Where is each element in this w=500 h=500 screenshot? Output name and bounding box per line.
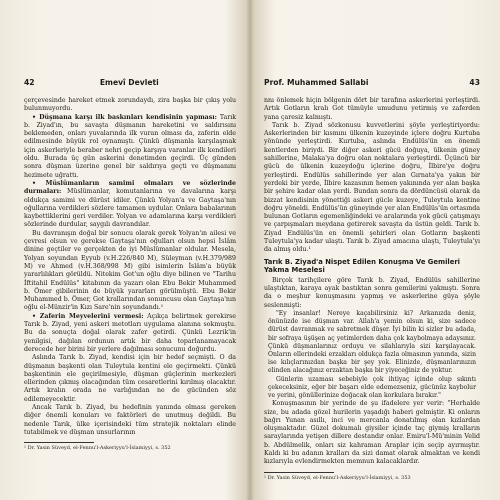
paragraph xyxy=(24,313,236,354)
right-page-body-top xyxy=(264,97,480,255)
footnote-rule xyxy=(264,472,334,473)
running-title: Prof. Muhammed Sallabi xyxy=(264,78,369,87)
paragraph xyxy=(24,97,236,114)
paragraph-text: Müslümanlar, komutanlarına ve davalarına karşı oldukça samimi ve dürüst idiler. Çünkü Yolyan'a ve Gaytaşa'nın oğullarına verdikleri sözlere tamamen uydular. Onlara babalarının kaybettiklerini geri verdiler. Yolyan ve adamlarına karşı verdikleri sözlerinde durdular, saygılı davrandılar. xyxy=(24,188,236,229)
left-page-body xyxy=(24,97,236,437)
block-quote xyxy=(268,310,476,400)
footnote: ¹ Dr. Yasin Süveyd, el-Fennu'l-Askeriyyu'l-İslamiyyi, s. 353 xyxy=(264,474,411,481)
paragraph-text: Birçok tarihçilere göre Tarık b. Ziyad, Endülüs sahillerine ulaştıktan, karaya ayak bastıktan sonra gemilerini yakmıştı. Sonra da o meşhur konuşmasını yapmış ve askerlerine güya şöyle seslenmişti: xyxy=(264,276,480,309)
paragraph xyxy=(264,277,480,310)
paragraph-lead: • Düşmana karşı ilk baskınları kendisinin yapması: xyxy=(32,113,217,121)
paragraph xyxy=(24,114,236,180)
paragraph xyxy=(24,230,236,313)
paragraph-text: çerçevesinde hareket etmek zorundaydı, zira başka bir çıkış yolu bulunmuyordu. xyxy=(24,97,236,113)
right-page-body-end xyxy=(264,400,480,466)
paragraph-text: Açıkça belirtmek gerekirse Tarık b. Ziyad, yeni askeri metotları uygulama alanına sokmuştu. Bu da sonuçta doğal olarak zafer getirdi. Çünkü Lezrik'in yenilgisi, dağılan ordunun artık bir daha toparlanamayacak derecede her birini bir yerlere dağılması sonucunu doğurdu. xyxy=(24,312,236,353)
paragraph-lead: • Müslümanların samimi olmaları ve sözlerinde durmaları: xyxy=(24,179,236,196)
paragraph xyxy=(24,180,236,230)
running-title: Emevî Devleti xyxy=(99,78,159,87)
section-heading: Tarık B. Ziyad'a Nispet Edilen Konuşma Ve Gemileri Yakma Meselesi xyxy=(264,257,461,275)
left-page xyxy=(0,0,246,500)
paragraph xyxy=(264,122,480,255)
page-number: 43 xyxy=(469,78,480,87)
quote-paragraph: Günlerin uzaması sebebiyle çok ihtiyaç içinde olup sıkıntı çekeceksiniz, eğer bir başarı elde edemezseniz, gücünüz kaybolur ve yerini, gönüllerinize doğacak olan korkulara bırakır." xyxy=(268,375,476,400)
paragraph xyxy=(264,400,480,466)
paragraph-text: Ancak Tarık b. Ziyad, bu hedefinin yanında olması gereken diğer önemli konuları ve faktörleri de unutmuş değildi. Bu nedenle Tarık, ülke içerisindeki tüm stratejik noktaları elinde tutabilmek ve düşman unsurlarının xyxy=(24,403,236,436)
footnote: ¹ Dr. Yasin Süveyd, el-Fennu'l-Askeriyyu'l-İslamiyyi, s. 352 xyxy=(24,445,171,452)
paragraph xyxy=(24,354,236,404)
page-number: 42 xyxy=(24,78,35,87)
right-page-header xyxy=(264,78,480,87)
paragraph-text: Bu davranışın doğal bir sonucu olarak gerek Yolyan'ın ailesi ve çevresi olsun ve gerekse Gaytaşa'nın oğulları olsun hepsi İslâm dinine geçtiler ve gerçekten de iyi Müslümanlar oldular. Mesela, Yolyan soyundan Eyyub (v.H.226/840 M), Süleyman (v.H.379/989 M) ve Ahmed (v.H.368/998 M) gibi isimlerin İslâm'a büyük yararlılıkları görüldü. Nitekim Got'un oğlu diye bilinen ve "Tarihu İftitahil Endülüs" kitabının da yazarı olan Ebu Bekir Muhammed b. Ömer gibilerinin de büyük yararları görülmüştü. Ebu Bekir Muhammed b. Ömer, Got krallarından sonuncusu olan Gaytaşa'nın oğlu el-Münzir'in Kızı Sare'nin soyundandı.¹ xyxy=(24,229,236,312)
paragraph xyxy=(24,404,236,437)
paragraph-text: Tarık b. Ziyad sözkonusu kuvvetlerini şöyle yerleştiriyordu: Askerlerinden bir kısmını ülkenin kuzeyinde içlere doğru Kurtuba yönünde yerleştirdi. Kurtuba, aslında Endülüs'ün en önemli kentlerden biriydi. Bir diğer askeri gücü doğuya, ülkenin güney sahillerine, Malaka'ya doğru olan noktalara yerleştirdi. Üçüncü bir gücü de ülkenin kuzeydoğu içlerine doğru, İlbire'ye doğru yerleştirdi. Endülüs sahillerinde yer alan Gırnata'ya yakın bir yerdeki bir yerde, İlbire kazasının hemen yakınında yer alan başka bir şehire kadar olan yerdi. Bundan sonra da dördüncüsü olarak da bizzat kendisinin yönettiği askeri gücle kuzeye, Tuleytula kentine doğru yöneldi. Endülüs'ün güneyinde yer alan Endülüs'ün ortasında bulunan Gotların egemenliğindeki ve aralarında yok gücü çatışmayı ve çarpışmaları meydana getirerek savaşta da üstün geldi. Tarık b. Ziyad Endülüs'ün en önemli şehirleri olan Gotların başkenti Tuleytula'ya kadar ulaştı. Tarık b. Ziyad amacına ulaştı, Tuleytula'yı da almış oldu.¹ xyxy=(264,121,480,254)
footnote-rule xyxy=(24,442,94,443)
right-page-body-mid xyxy=(264,277,480,310)
paragraph-text: Konuşmasının bir yerinde de şu ifadelere yer verir: "Herhalde size, bu adada gözel hurilerin yaşadığı haberi gelmiştir. Ki onların bağrı Yunan asıllı, inci ve mercanla donatılmış olan kızlardan oluşmaktadır. Güzel dokumalı giysiler içinde taç giymiş kralların saraylarında yetişen dillere destandır onlar. Emiru'l-Mü'minin Velid b. Abdülmelik, onları siz kahraman Araplar için seçip ayırmıştır. Kaldı ki bu adanın kralları da sizi damat olarak almaktan ve kendi kızlarıyla evlendirmekten memnun kalacaklardır. xyxy=(264,400,480,466)
right-page xyxy=(254,0,500,500)
paragraph-text: nnı önlemek hiçin bölgenin dört bir tarafına askerlerini yerleştirdi. Artık Gotların kralı Got tümüyle umudunu yetirmiş ve zaferden yana çaresiz kalmıştı. xyxy=(264,97,480,121)
paragraph-lead: • Zaferin Meyvelerini vermesi: xyxy=(32,312,144,320)
paragraph-text: Tarık b. Ziyad'ın, bu savaşta düşmanın hareketini ve saldırısını beklemeden, onları yuvalarında ilk vuran olması da, zaferin elde edilmesinde büyük rol oynamıştı. Çünkü düşmanla karşılaşmak için askerleriyle beraber nehri geçip karşıya varanlar ilk kendileri oldu. Burada üç gün askerini denetimden geçirdi. Üç günden sonra düşman üzerine genel bir saldırıya geçti ve düşmanını hezimete uğrattı. xyxy=(24,113,237,179)
paragraph xyxy=(264,97,480,122)
left-page-header xyxy=(24,78,236,87)
quote-paragraph: "Ey insanlar! Nereye kaçabilirsiniz ki? Arkanızda deniz, önünüzde ise düşman var. Allah'a yemin olsun ki, size sadece dürüst davranmak ve sabretmek düşer. İyi bilin ki sizler bu adada, bir sofraya üşüşen aç yetimlerden daha çok kaybolmaya adaysınız. Çünkü düşmanlarınız orduyu ve silahlarıyla sizi karşılayacak. Onların ellerindeki erzakları oldukça fazla olmasının yanında, sizin ise kılıçlarınızdan başka bir şey yok. Elinizde, düşmanlarınızın elinden alacağınız erzaktan başka bir yiyeceğiniz de yoktur. xyxy=(268,310,476,375)
paragraph-text: Aslında Tarık b. Ziyad, kendisi için bir hedef seçmişti. O da düşmanın başkenti olan Tuleytula kentini ele geçirmekti. Çünkü başkentinin ele geçirilmesiyle, düşman güçlerinin merkezleri ellerinden çıkmış olacağından tüm cesaretlerini kırılmış olacaktır. Artık kralın orada ne varlığından ne de gücünden söz edilemeyecektir. xyxy=(24,354,236,403)
